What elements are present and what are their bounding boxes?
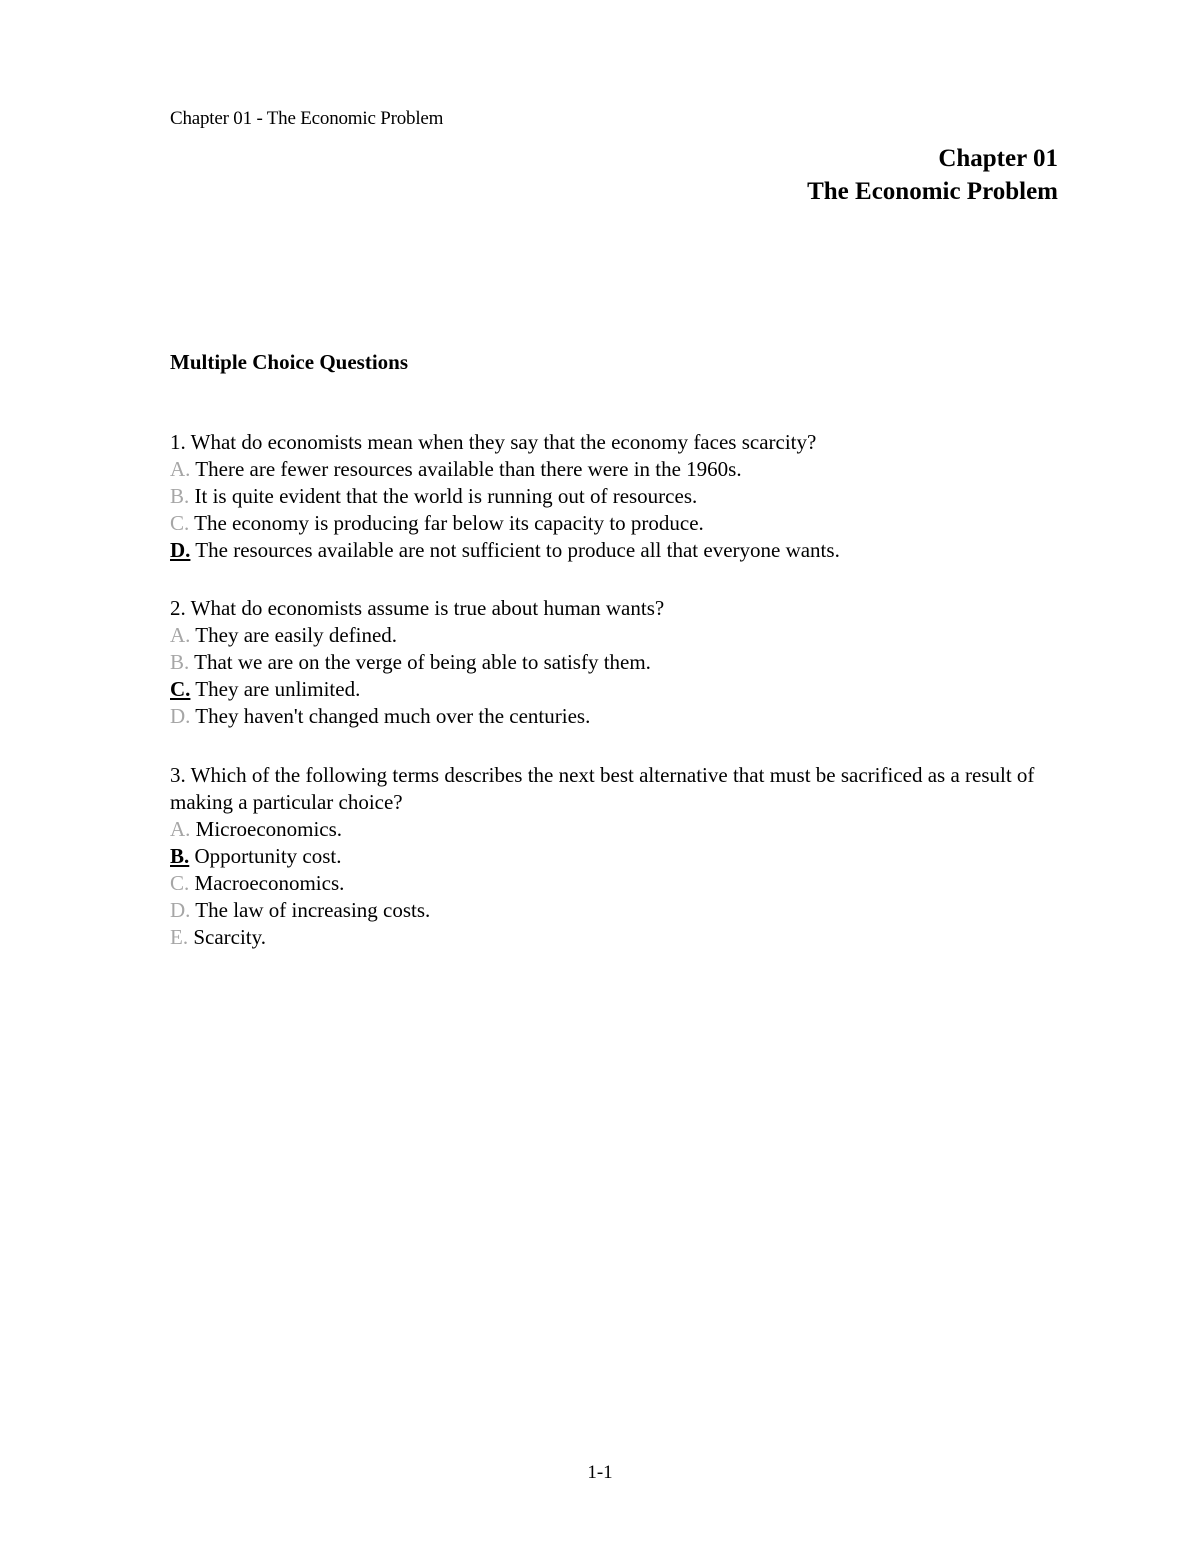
choice-item — [170, 924, 1070, 951]
page-number: 1-1 — [587, 1462, 613, 1483]
chapter-title: The Economic Problem — [807, 178, 1058, 205]
choice-text: They haven't changed much over the centuries. — [195, 704, 591, 728]
choice-list — [170, 816, 1070, 951]
correct-choice-item — [170, 676, 1070, 703]
choice-item — [170, 622, 1070, 649]
choice-letter: C. — [170, 511, 190, 535]
section-heading: Multiple Choice Questions — [170, 350, 409, 374]
question-1 — [170, 429, 1070, 564]
choice-item — [170, 897, 1070, 924]
choice-item — [170, 870, 1070, 897]
running-header: Chapter 01 - The Economic Problem — [170, 108, 444, 129]
choice-text: Opportunity cost. — [194, 844, 342, 868]
choice-letter: E. — [170, 925, 189, 949]
choice-letter: D. — [170, 898, 191, 922]
choice-list — [170, 456, 1070, 564]
correct-choice-letter: C. — [170, 677, 191, 701]
choice-item — [170, 816, 1070, 843]
choice-item — [170, 649, 1070, 676]
choice-letter: A. — [170, 623, 191, 647]
question-stem: 3. Which of the following terms describes the next best alternative that must be sacrificed as a result of making a particular choice? — [170, 763, 1035, 814]
choice-letter: D. — [170, 704, 191, 728]
chapter-number: Chapter 01 — [938, 145, 1058, 172]
choice-item — [170, 456, 1070, 483]
choice-text: It is quite evident that the world is running out of resources. — [194, 484, 698, 508]
choice-letter: B. — [170, 484, 190, 508]
choice-text: That we are on the verge of being able to satisfy them. — [194, 650, 651, 674]
chapter-title-block — [807, 142, 1058, 208]
question-stem: 2. What do economists assume is true about human wants? — [170, 596, 665, 620]
choice-list — [170, 622, 1070, 730]
choice-letter: C. — [170, 871, 190, 895]
correct-choice-letter: D. — [170, 538, 191, 562]
choice-text: The law of increasing costs. — [195, 898, 431, 922]
question-3 — [170, 762, 1070, 951]
choice-text: Scarcity. — [193, 925, 267, 949]
choice-text: They are easily defined. — [195, 623, 398, 647]
question-stem: 1. What do economists mean when they say that the economy faces scarcity? — [170, 430, 817, 454]
choice-item — [170, 483, 1070, 510]
choice-text: They are unlimited. — [195, 677, 361, 701]
choice-text: Macroeconomics. — [194, 871, 345, 895]
choice-item — [170, 703, 1070, 730]
choice-letter: B. — [170, 650, 190, 674]
choice-text: The resources available are not sufficient to produce all that everyone wants. — [195, 538, 840, 562]
question-2 — [170, 595, 1070, 730]
choice-letter: A. — [170, 457, 191, 481]
choice-letter: A. — [170, 817, 191, 841]
correct-choice-item — [170, 537, 1070, 564]
choice-text: There are fewer resources available than there were in the 1960s. — [195, 457, 742, 481]
choice-text: The economy is producing far below its capacity to produce. — [194, 511, 704, 535]
correct-choice-letter: B. — [170, 844, 190, 868]
choice-item — [170, 510, 1070, 537]
correct-choice-item — [170, 843, 1070, 870]
choice-text: Microeconomics. — [195, 817, 343, 841]
